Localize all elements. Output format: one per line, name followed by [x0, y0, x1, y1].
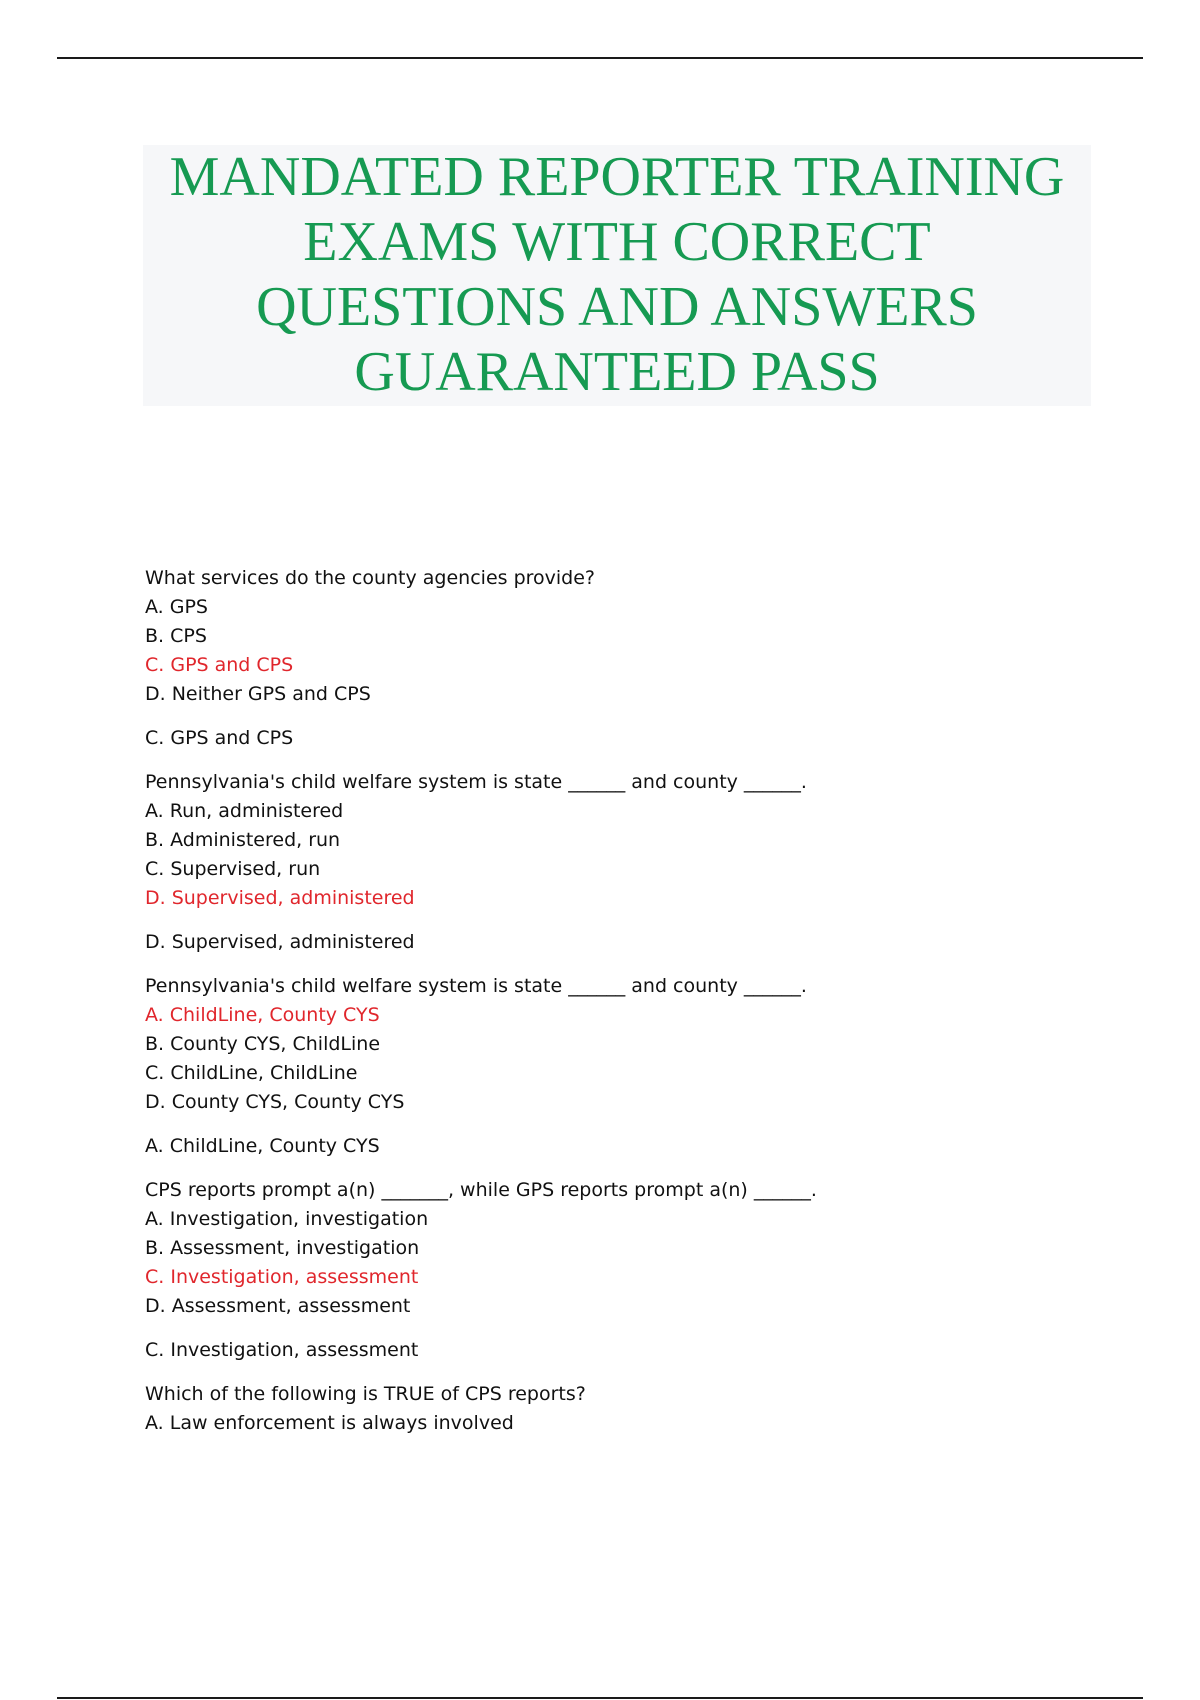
option: A. Run, administered	[145, 800, 344, 822]
question-text: Which of the following is TRUE of CPS reports?	[145, 1383, 586, 1405]
option: A. Law enforcement is always involved	[145, 1412, 514, 1434]
option: D. Assessment, assessment	[145, 1295, 411, 1317]
question-text: What services do the county agencies provide?	[145, 567, 596, 589]
question-block-5	[145, 1380, 1045, 1438]
question-text: CPS reports prompt a(n) _______, while GPS reports prompt a(n) ______.	[145, 1179, 817, 1201]
question-block-2	[145, 768, 1045, 957]
option: B. Assessment, investigation	[145, 1237, 420, 1259]
option: D. Neither GPS and CPS	[145, 683, 371, 705]
option: A. GPS	[145, 596, 208, 618]
answer-text: A. ChildLine, County CYS	[145, 1135, 380, 1157]
option: B. County CYS, ChildLine	[145, 1033, 381, 1055]
option: A. Investigation, investigation	[145, 1208, 429, 1230]
document-title-block	[143, 145, 1091, 406]
title-line-2: EXAMS WITH CORRECT	[303, 211, 931, 273]
answer-text: C. GPS and CPS	[145, 727, 294, 749]
top-rule	[57, 57, 1143, 59]
answer-text: D. Supervised, administered	[145, 931, 415, 953]
option: B. CPS	[145, 625, 207, 647]
question-text: Pennsylvania's child welfare system is state ______ and county ______.	[145, 975, 807, 997]
question-block-4	[145, 1176, 1045, 1365]
answer-text: C. Investigation, assessment	[145, 1339, 419, 1361]
title-line-1: MANDATED REPORTER TRAINING	[169, 146, 1065, 208]
question-text: Pennsylvania's child welfare system is state ______ and county ______.	[145, 771, 807, 793]
questions-list	[145, 564, 1045, 1438]
question-block-3	[145, 972, 1045, 1161]
question-block-1	[145, 564, 1045, 753]
title-line-3: QUESTIONS AND ANSWERS	[256, 276, 978, 338]
option-correct: C. GPS and CPS	[145, 654, 294, 676]
option: B. Administered, run	[145, 829, 341, 851]
option: C. ChildLine, ChildLine	[145, 1062, 358, 1084]
option: D. County CYS, County CYS	[145, 1091, 405, 1113]
option-correct: D. Supervised, administered	[145, 887, 415, 909]
title-line-4: GUARANTEED PASS	[354, 341, 880, 403]
option-correct: C. Investigation, assessment	[145, 1266, 419, 1288]
option: C. Supervised, run	[145, 858, 321, 880]
bottom-rule	[57, 1697, 1143, 1699]
option-correct: A. ChildLine, County CYS	[145, 1004, 380, 1026]
